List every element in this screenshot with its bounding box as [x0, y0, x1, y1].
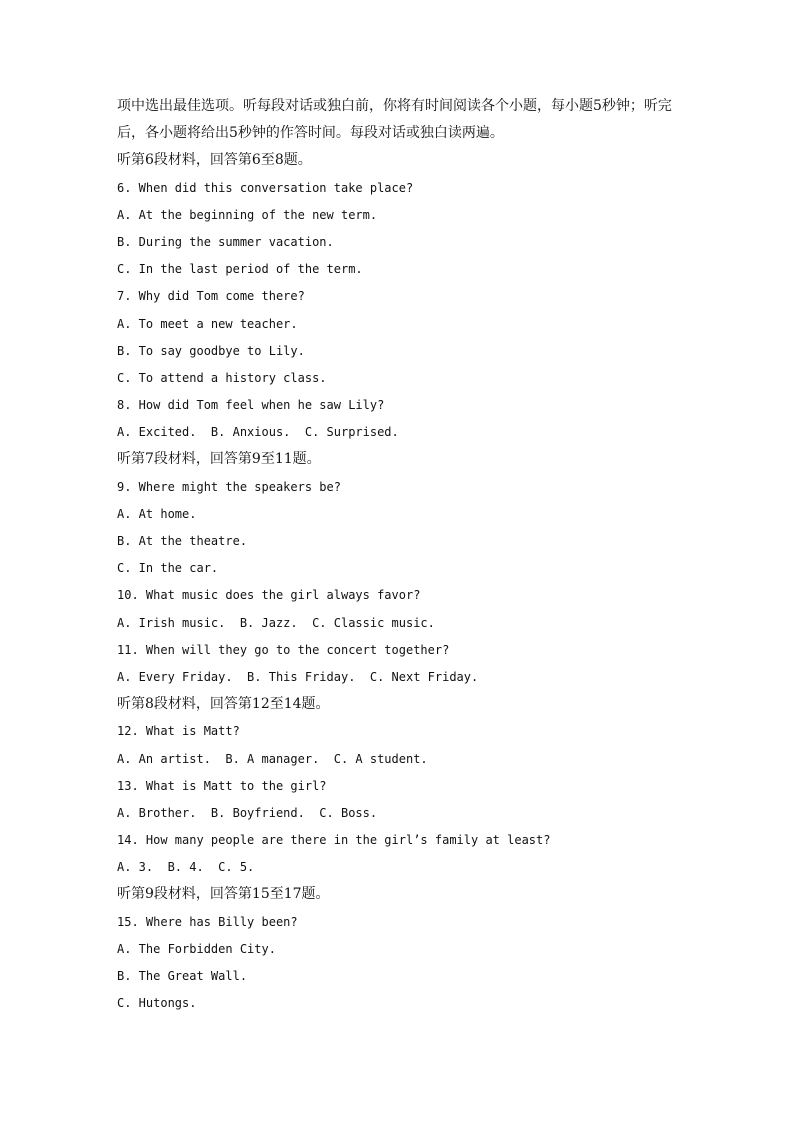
section-9: [117, 881, 697, 1017]
section-heading: 听第6段材料，回答第6至8题。: [117, 152, 312, 169]
option-line: B. At the theatre.: [117, 534, 248, 548]
option-line: B. To say goodbye to Lily.: [117, 343, 305, 358]
option-line: A. Irish music. B. Jazz. C. Classic music.: [117, 615, 435, 630]
listening-section: [117, 93, 697, 1017]
option-line: B. The Great Wall.: [117, 969, 248, 983]
question-14: 14. How many people are there in the girl’s family at least?: [117, 833, 551, 848]
section-heading: 听第7段材料，回答第9至11题。: [117, 451, 321, 468]
question-12: 12. What is Matt?: [117, 724, 240, 739]
question-10: 10. What music does the girl always favor?: [117, 588, 421, 603]
question-6: 6. When did this conversation take place?: [117, 180, 414, 195]
question-15: 15. Where has Billy been?: [117, 914, 298, 929]
option-line: C. Hutongs.: [117, 996, 197, 1011]
section-7: [117, 446, 697, 691]
instructions-line-1: 项中选出最佳选项。听每段对话或独白前，你将有时间阅读各个小题，每小题5秒钟；听完: [117, 98, 672, 114]
option-line: A. At home.: [117, 506, 197, 521]
option-line: A. To meet a new teacher.: [117, 316, 298, 331]
section-8: [117, 691, 697, 881]
instructions-line-2: 后，各小题将给出5秒钟的作答时间。每段对话或独白读两遍。: [117, 125, 504, 142]
option-line: A. At the beginning of the new term.: [117, 207, 378, 222]
option-line: A. An artist. B. A manager. C. A student.: [117, 751, 428, 766]
question-8: 8. How did Tom feel when he saw Lily?: [117, 398, 385, 413]
option-line: A. Brother. B. Boyfriend. C. Boss.: [117, 805, 378, 820]
question-7: 7. Why did Tom come there?: [117, 289, 305, 304]
question-11: 11. When will they go to the concert together?: [117, 642, 450, 657]
option-line: A. Every Friday. B. This Friday. C. Next Friday.: [117, 669, 479, 684]
section-heading: 听第9段材料，回答第15至17题。: [117, 886, 330, 903]
option-line: A. The Forbidden City.: [117, 941, 276, 956]
question-13: 13. What is Matt to the girl?: [117, 778, 327, 793]
option-line: C. To attend a history class.: [117, 370, 327, 385]
question-9: 9. Where might the speakers be?: [117, 479, 341, 494]
option-line: C. In the last period of the term.: [117, 262, 363, 277]
section-heading: 听第8段材料，回答第12至14题。: [117, 696, 330, 713]
option-line: A. Excited. B. Anxious. C. Surprised.: [117, 425, 399, 440]
section-6: [117, 147, 697, 446]
option-line: C. In the car.: [117, 561, 219, 576]
option-line: B. During the summer vacation.: [117, 234, 334, 249]
option-line: A. 3. B. 4. C. 5.: [117, 860, 255, 875]
